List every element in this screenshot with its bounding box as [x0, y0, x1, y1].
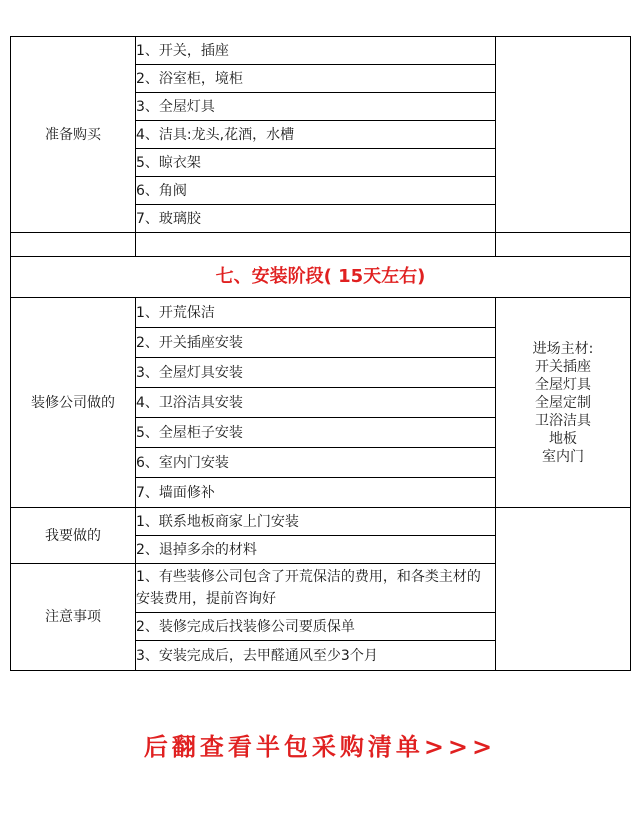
empty-cell [496, 233, 631, 257]
material-item: 开关插座 [535, 358, 591, 375]
buy-item: 6、角阀 [136, 177, 496, 205]
company-item: 6、室内门安装 [136, 448, 496, 478]
materials-cell [496, 298, 631, 508]
material-item: 卫浴洁具 [535, 412, 591, 429]
buy-item: 3、全屋灯具 [136, 93, 496, 121]
empty-cell [136, 233, 496, 257]
note-item: 2、装修完成后找装修公司要质保单 [136, 613, 496, 641]
company-item: 5、全屋柜子安装 [136, 418, 496, 448]
material-item: 地板 [549, 430, 577, 447]
me-item: 2、退掉多余的材料 [136, 536, 496, 564]
material-item: 全屋灯具 [535, 376, 591, 393]
note-item: 3、安装完成后，去甲醛通风至少3个月 [136, 641, 496, 671]
buy-item: 5、晾衣架 [136, 149, 496, 177]
company-item: 1、开荒保洁 [136, 298, 496, 328]
checklist-table [10, 36, 631, 671]
materials-heading: 进场主材: [532, 340, 594, 357]
buy-item: 1、开关，插座 [136, 37, 496, 65]
company-item: 7、墙面修补 [136, 478, 496, 508]
category-me: 我要做的 [11, 508, 136, 564]
company-item: 4、卫浴洁具安装 [136, 388, 496, 418]
section-title: 七、安装阶段( 15天左右) [11, 257, 631, 298]
empty-cell [496, 37, 631, 233]
footer-link-text: 后翻查看半包采购清单>>> [143, 732, 497, 761]
company-item: 3、全屋灯具安装 [136, 358, 496, 388]
material-item: 室内门 [542, 448, 584, 465]
empty-cell [496, 508, 631, 671]
material-item: 全屋定制 [535, 394, 591, 411]
empty-cell [11, 233, 136, 257]
note-item: 1、有些装修公司包含了开荒保洁的费用，和各类主材的安装费用，提前咨询好 [136, 564, 496, 613]
company-item: 2、开关插座安装 [136, 328, 496, 358]
buy-item: 7、玻璃胶 [136, 205, 496, 233]
buy-item: 4、洁具:龙头,花酒，水槽 [136, 121, 496, 149]
category-buy: 准备购买 [11, 37, 136, 233]
category-company: 装修公司做的 [11, 298, 136, 508]
buy-item: 2、浴室柜，境柜 [136, 65, 496, 93]
category-notes: 注意事项 [11, 564, 136, 671]
me-item: 1、联系地板商家上门安装 [136, 508, 496, 536]
